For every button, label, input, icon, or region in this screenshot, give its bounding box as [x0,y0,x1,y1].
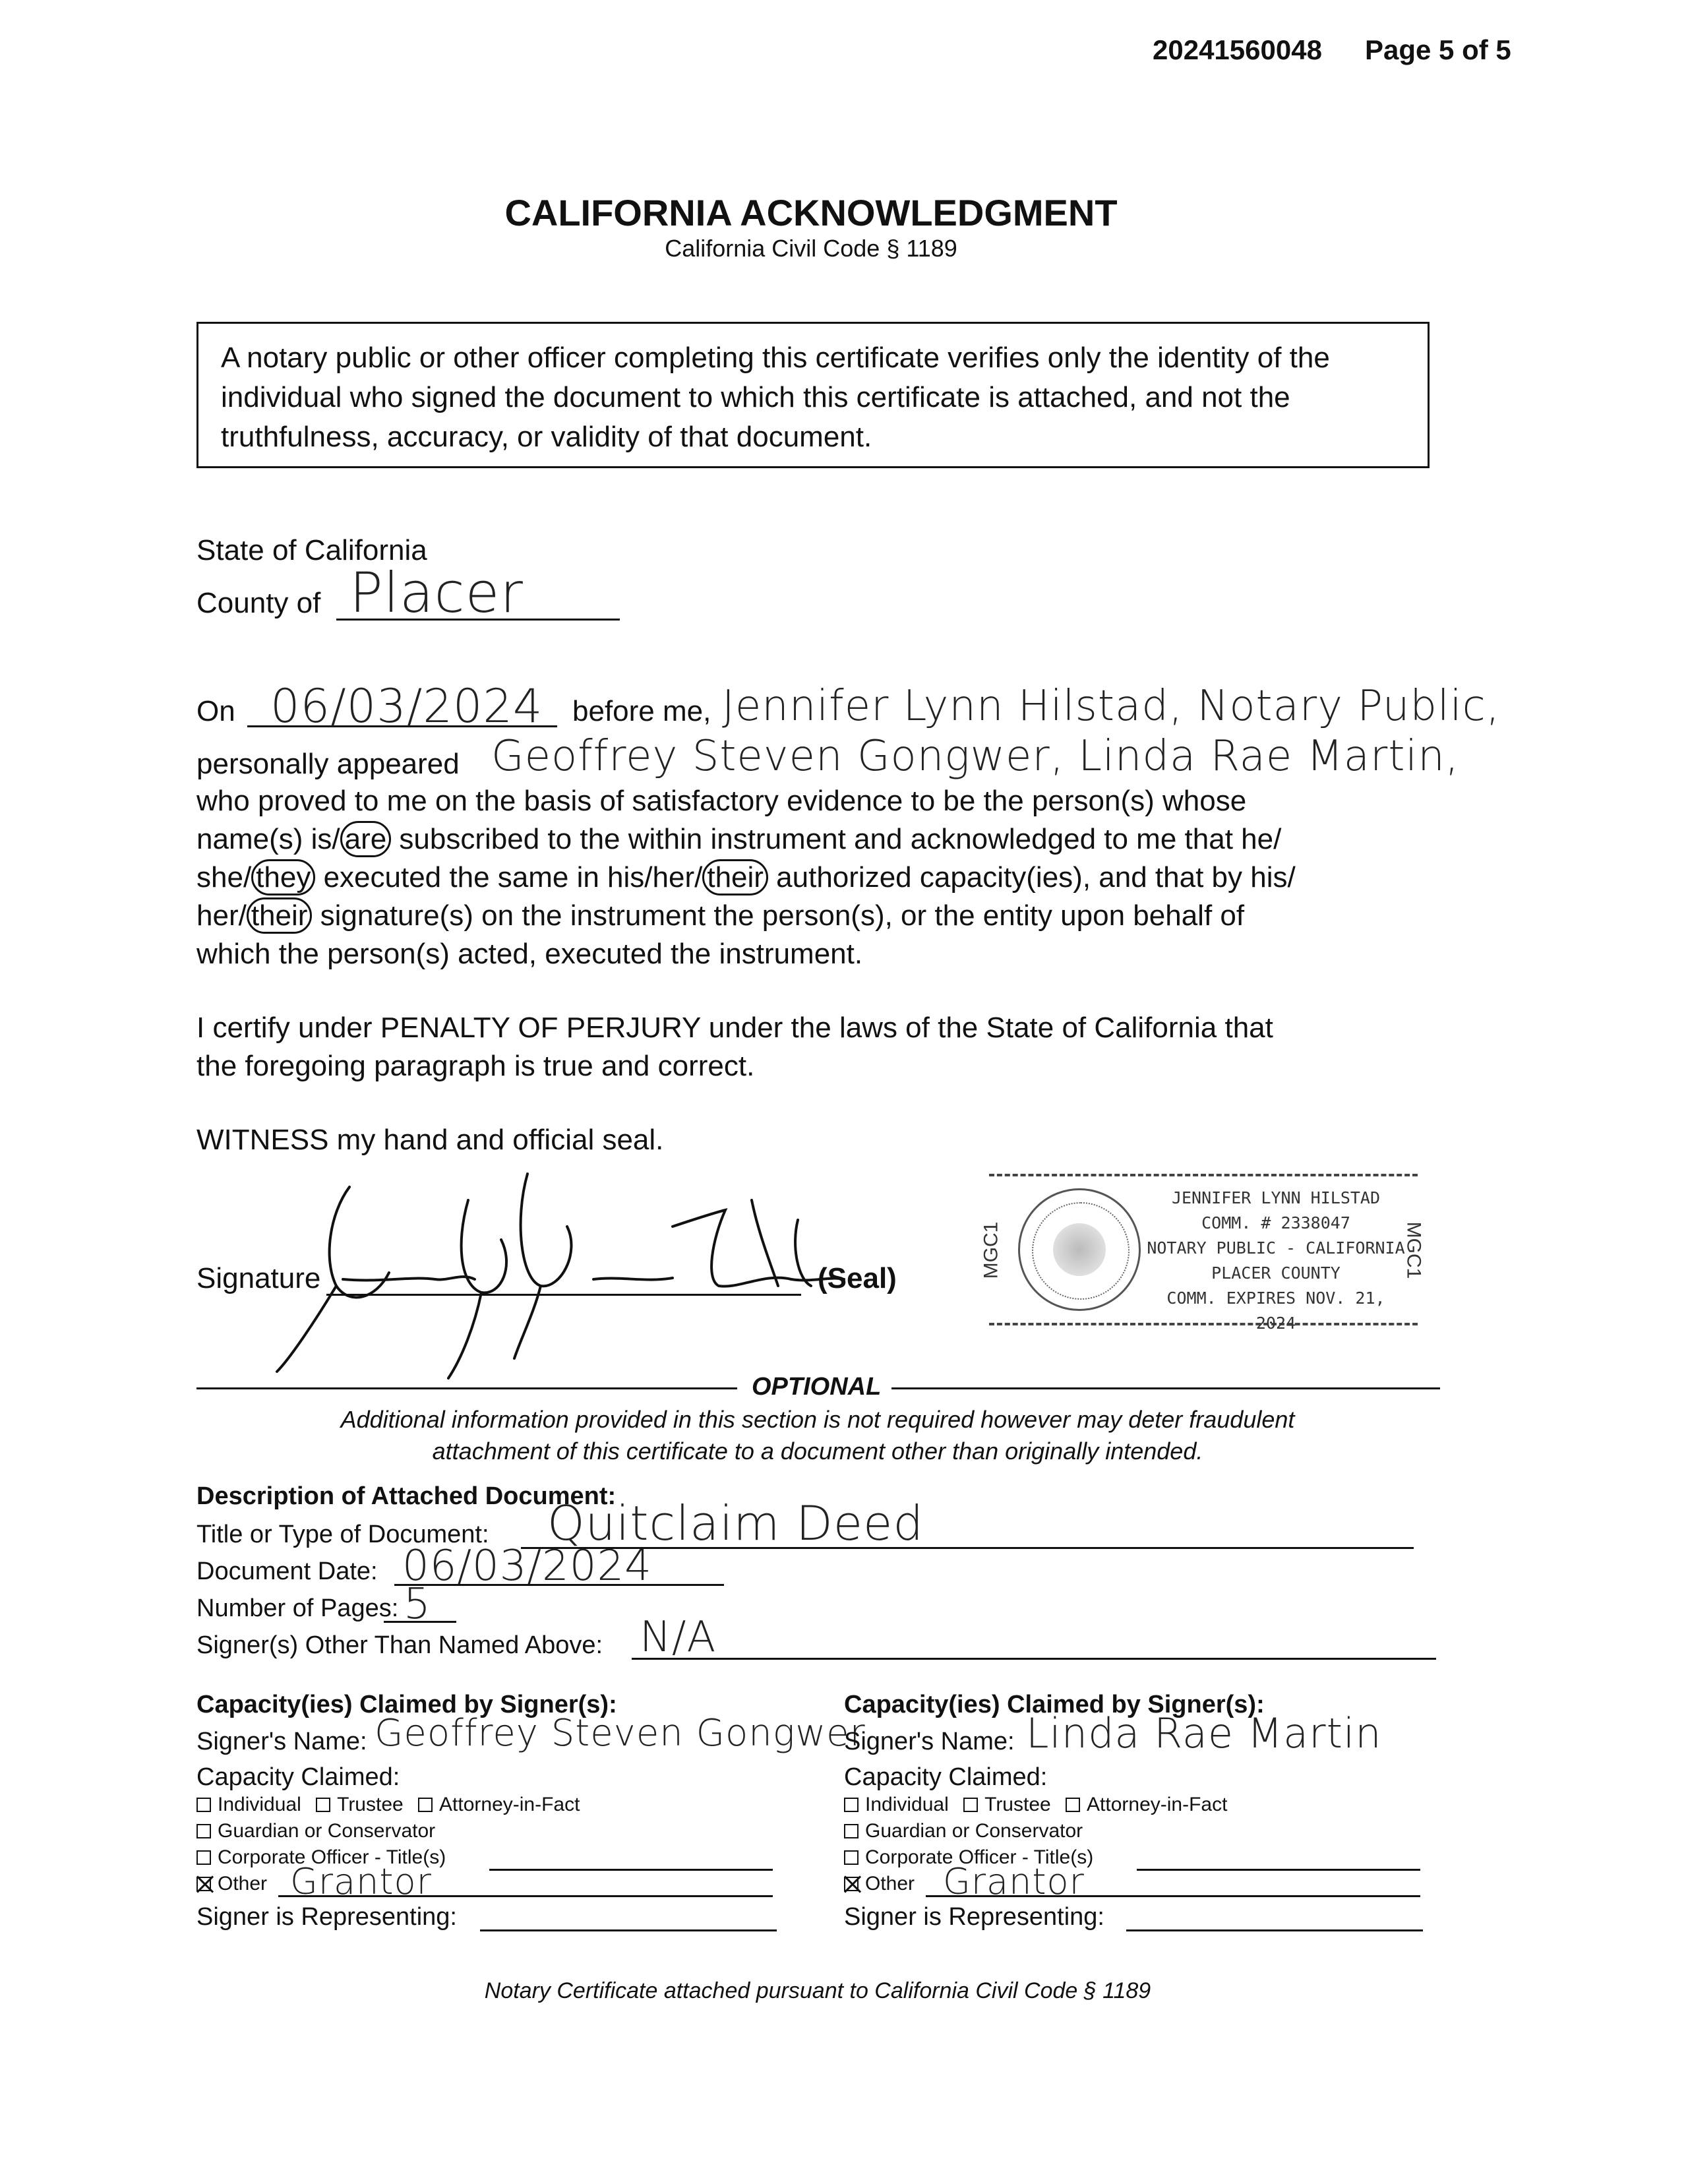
doc-number: 20241560048 [1153,34,1322,65]
representing-left: Signer is Representing: [196,1903,457,1931]
other-signers-value: N/A [640,1613,717,1662]
doc-date-value: 06/03/2024 [402,1542,652,1591]
handwritten-signature [251,1147,870,1398]
seal-line-2: COMM. # 2338047 [1201,1213,1350,1232]
ack-line-4: her/ their signature(s) on the instrument the person(s), or the entity upon behalf of [196,897,1244,935]
ack-line-2: name(s) is/ are subscribed to the within instrument and acknowledged to me that he/ [196,820,1281,859]
capacity-heading-left: Capacity(ies) Claimed by Signer(s): [196,1691,617,1718]
capacity-claimed-right: Capacity Claimed: [844,1763,1048,1791]
signer-name-right: Linda Rae Martin [1026,1709,1382,1757]
footer-note: Notary Certificate attached pursuant to California Civil Code § 1189 [484,1978,1151,2003]
attached-heading: Description of Attached Document: [196,1482,617,1510]
appeared-names: Geoffrey Steven Gongwer, Linda Rae Martin, [491,732,1460,781]
attorney-checkbox-left[interactable] [418,1798,433,1812]
cap-options-left-3: Corporate Officer - Title(s) [196,1846,446,1869]
cap-options-right-2: Guardian or Conservator [844,1820,1083,1842]
pages-value: 5 [404,1580,431,1629]
cap-options-right-3: Corporate Officer - Title(s) [844,1846,1093,1869]
corporate-checkbox-right[interactable] [844,1850,859,1865]
doc-title-value: Quitclaim Deed [547,1496,924,1551]
doc-date-label: Document Date: [196,1558,378,1585]
certify-line-1: I certify under PENALTY OF PERJURY under the laws of the State of California that [196,1012,1273,1044]
pages-label: Number of Pages: [196,1594,399,1622]
seal-line-1: JENNIFER LYNN HILSTAD [1171,1188,1381,1207]
guardian-checkbox-left[interactable] [196,1824,211,1838]
cap-options-right-4: Other [844,1873,915,1895]
before-label: before me, [572,695,711,727]
ack-line-1: who proved to me on the basis of satisfactory evidence to be the person(s) whose [196,785,1247,817]
doc-title-label: Title or Type of Document: [196,1521,489,1548]
other-checkbox-right[interactable] [844,1877,859,1891]
county-label: County of [196,587,321,619]
trustee-checkbox-right[interactable] [963,1798,978,1812]
cap-options-right-1: Individual Trustee Attorney-in-Fact [844,1794,1227,1816]
seal-line-4: PLACER COUNTY [1211,1263,1341,1283]
notary-name: Jennifer Lynn Hilstad, Notary Public, [722,682,1501,731]
cap-options-left-4: Other [196,1873,267,1895]
individual-checkbox-left[interactable] [196,1798,211,1812]
ack-line-5: which the person(s) acted, executed the instrument. [196,938,863,970]
individual-checkbox-right[interactable] [844,1798,859,1812]
other-value-right: Grantor [943,1861,1085,1902]
corporate-checkbox-left[interactable] [196,1850,211,1865]
ack-date: 06/03/2024 [270,679,543,733]
cap-options-left-1: Individual Trustee Attorney-in-Fact [196,1794,580,1816]
seal-line-3: NOTARY PUBLIC - CALIFORNIA [1147,1238,1405,1258]
witness-line: WITNESS my hand and official seal. [196,1124,664,1156]
signer-name-left: Geoffrey Steven Gongwer [375,1712,866,1755]
state-label: State of California [196,534,427,566]
notice-box [196,322,1430,468]
seal-side-right: MGC1 [1402,1221,1425,1279]
seal-label: (Seal) [818,1262,897,1294]
signature-label: Signature [196,1262,321,1294]
signer-name-label-right: Signer's Name: [844,1728,1015,1755]
other-value-left: Grantor [290,1861,432,1902]
certify-line-2: the foregoing paragraph is true and correct. [196,1050,755,1082]
notice-text: A notary public or other officer completing this certificate verifies only the identity of the individual who signed the document to which this certificate is attached, and not the truthfulness, accuracy, or validity of that document. [221,342,1330,453]
notary-seal [980,1174,1425,1333]
representing-right: Signer is Representing: [844,1903,1104,1931]
cap-options-left-2: Guardian or Conservator [196,1820,435,1842]
appeared-label: personally appeared [196,748,460,780]
optional-note-1: Additional information provided in this section is not required however may deter fraudulent [340,1406,1295,1433]
other-checkbox-left[interactable] [196,1877,211,1891]
capacity-claimed-left: Capacity Claimed: [196,1763,400,1791]
optional-heading: OPTIONAL [752,1373,882,1401]
signer-name-label-left: Signer's Name: [196,1728,367,1755]
seal-side-left: MGC1 [980,1221,1002,1279]
page-title: CALIFORNIA ACKNOWLEDGMENT [504,192,1118,233]
trustee-checkbox-left[interactable] [316,1798,330,1812]
capacity-heading-right: Capacity(ies) Claimed by Signer(s): [844,1691,1265,1718]
page-subtitle: California Civil Code § 1189 [665,235,957,262]
seal-line-5: COMM. EXPIRES NOV. 21, 2024 [1166,1289,1385,1333]
ack-line-3: she/ they executed the same in his/her/ their authorized capacity(ies), and that by his/ [196,859,1296,897]
other-signers-label: Signer(s) Other Than Named Above: [196,1631,603,1659]
on-label: On [196,695,235,727]
optional-note-2: attachment of this certificate to a document other than originally intended. [432,1438,1203,1465]
seal-emblem [1018,1188,1141,1311]
attorney-checkbox-right[interactable] [1066,1798,1080,1812]
page-label: Page 5 of 5 [1365,34,1511,65]
county-value: Placer [349,561,524,625]
guardian-checkbox-right[interactable] [844,1824,859,1838]
